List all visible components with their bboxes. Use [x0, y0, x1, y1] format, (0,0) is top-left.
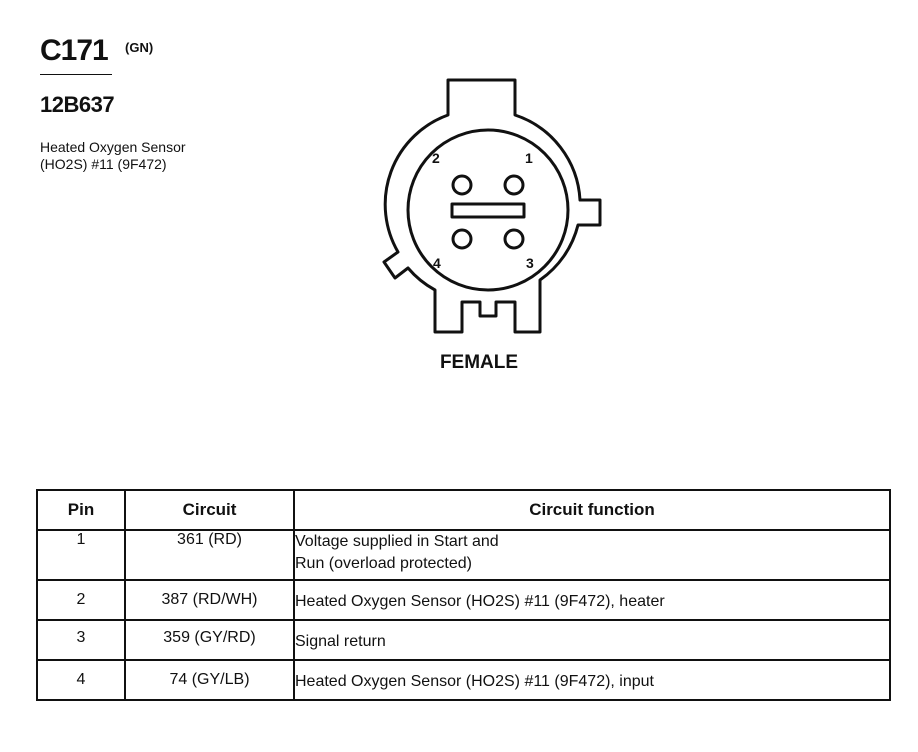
gender-label: FEMALE: [439, 352, 519, 373]
component-description: [40, 139, 186, 173]
pinout-table: [36, 489, 891, 701]
cell-pin: 3: [37, 620, 125, 660]
pin-label-2: 2: [432, 150, 440, 166]
cell-circuit: 359 (GY/RD): [125, 620, 294, 660]
cell-circuit: 387 (RD/WH): [125, 580, 294, 620]
title-rule: [40, 74, 112, 75]
function-line: Voltage supplied in Start and: [295, 533, 499, 550]
connector-face-diagram: [370, 68, 620, 338]
cell-function: Heated Oxygen Sensor (HO2S) #11 (9F472), input: [294, 660, 890, 700]
cell-pin: 2: [37, 580, 125, 620]
cell-circuit: 361 (RD): [125, 530, 294, 580]
header-circuit: Circuit: [125, 490, 294, 530]
key-slot: [452, 204, 524, 217]
component-line-2: (HO2S) #11 (9F472): [40, 156, 167, 172]
pin-label-3: 3: [526, 255, 534, 271]
table-row: [37, 580, 890, 620]
table-row: [37, 620, 890, 660]
pin-cavity-3: [505, 230, 523, 248]
pin-cavity-2: [453, 176, 471, 194]
cell-function: Heated Oxygen Sensor (HO2S) #11 (9F472), heater: [294, 580, 890, 620]
cell-pin: 4: [37, 660, 125, 700]
table-row: [37, 530, 890, 580]
cell-circuit: 74 (GY/LB): [125, 660, 294, 700]
pin-label-4: 4: [433, 255, 441, 271]
connector-color: (GN): [125, 40, 154, 55]
function-line: Run (overload protected): [295, 555, 472, 572]
header-circuit-function: Circuit function: [294, 490, 890, 530]
part-number: 12B637: [40, 92, 115, 117]
table-row: [37, 660, 890, 700]
cell-pin: 1: [37, 530, 125, 580]
component-line-1: Heated Oxygen Sensor: [40, 139, 186, 155]
connector-id: C171: [40, 34, 108, 67]
header-pin: Pin: [37, 490, 125, 530]
pin-cavity-4: [453, 230, 471, 248]
table-header-row: [37, 490, 890, 530]
pin-label-1: 1: [525, 150, 533, 166]
cell-function: Signal return: [294, 620, 890, 660]
cell-function: [294, 530, 890, 580]
pin-cavity-1: [505, 176, 523, 194]
